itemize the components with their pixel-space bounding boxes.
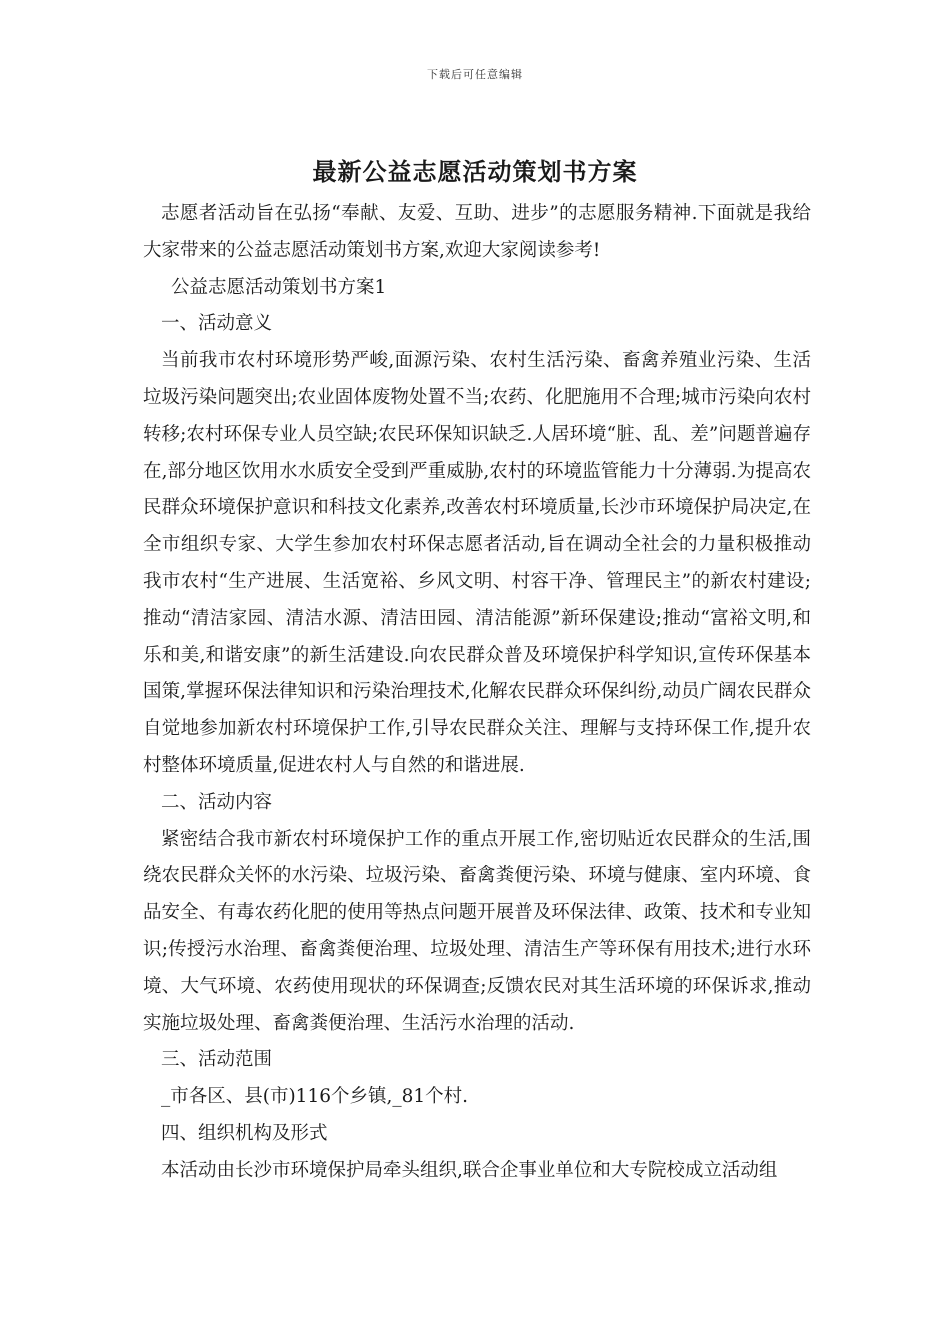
section-heading-1: 一、活动意义 bbox=[161, 313, 273, 335]
section-heading-2: 二、活动内容 bbox=[161, 791, 273, 813]
header-note: 下载后可任意编辑 bbox=[427, 68, 523, 81]
intro-paragraph: 志愿者活动旨在弘扬“奉献、友爱、互助、进步”的志愿服务精神.下面就是我给大家带来的公益志愿活动策划书方案,欢迎大家阅读参考! bbox=[143, 203, 811, 261]
section-subtitle: 公益志愿活动策划书方案1 bbox=[171, 276, 387, 298]
document-title: 最新公益志愿活动策划书方案 bbox=[312, 157, 638, 186]
section-2-paragraph: 紧密结合我市新农村环境保护工作的重点开展工作,密切贴近农民群众的生活,围绕农民群众关怀的水污染、垃圾污染、畜禽粪便污染、环境与健康、室内环境、食品安全、有毒农药化肥的使用等热点问题开展普及环保法律、政策、技术和专业知识;传授污水治理、畜禽粪便治理、垃圾处理、清洁生产等环保有用技术;进行水环境、大气环境、农药使用现状的环保调查;反馈农民对其生活环境的环保诉求,推动实施垃圾处理、畜禽粪便治理、生活污水治理的活动. bbox=[143, 828, 811, 1034]
section-1-paragraph: 当前我市农村环境形势严峻,面源污染、农村生活污染、畜禽养殖业污染、生活垃圾污染问题突出;农业固体废物处置不当;农药、化肥施用不合理;城市污染向农村转移;农村环保专业人员空缺;农民环保知识缺乏.人居环境“脏、乱、差”问题普遍存在,部分地区饮用水水质安全受到严重威胁,农村的环境监管能力十分薄弱.为提高农民群众环境保护意识和科技文化素养,改善农村环境质量,长沙市环境保护局决定,在全市组织专家、大学生参加农村环保志愿者活动,旨在调动全社会的力量积极推动我市农村“生产进展、生活宽裕、乡风文明、村容干净、管理民主”的新农村建设;推动“清洁家园、清洁水源、清洁田园、清洁能源”新环保建设;推动“富裕文明,和乐和美,和谐安康”的新生活建设.向农民群众普及环境保护科学知识,宣传环保基本国策,掌握环保法律知识和污染治理技术,化解农民群众环保纠纷,动员广阔农民群众自觉地参加新农村环境保护工作,引导农民群众关注、理解与支持环保工作,提升农村整体环境质量,促进农村人与自然的和谐进展. bbox=[143, 350, 811, 776]
section-4-paragraph: 本活动由长沙市环境保护局牵头组织,联合企事业单位和大专院校成立活动组 bbox=[161, 1159, 778, 1181]
document-body bbox=[143, 196, 811, 1190]
section-heading-4: 四、组织机构及形式 bbox=[161, 1122, 328, 1144]
section-heading-3: 三、活动范围 bbox=[161, 1049, 273, 1071]
section-3-paragraph: _市各区、县(市)116个乡镇,_81个村. bbox=[161, 1086, 469, 1108]
